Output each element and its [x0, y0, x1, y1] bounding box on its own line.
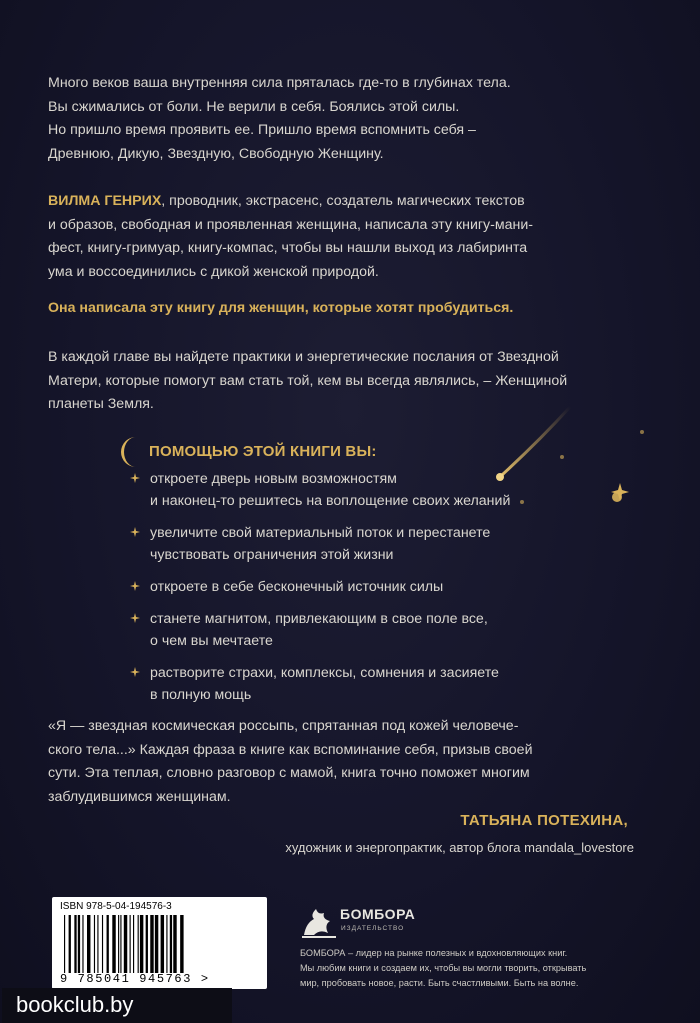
list-item-line: о чем вы мечтаете: [150, 633, 273, 649]
list-item: [130, 662, 630, 706]
intro-line: Много веков ваша внутренняя сила пряталась где-то в глубинах тела.: [48, 75, 511, 91]
chapters-line: В каждой главе вы найдете практики и энергетические послания от Звездной: [48, 349, 559, 365]
publisher-description: [300, 946, 640, 991]
sparkle-icon: [130, 581, 140, 591]
barcode-bar: [64, 915, 65, 973]
author-line: ума и воссоединились с дикой женской природой.: [48, 263, 379, 280]
barcode-bar: [102, 915, 103, 973]
barcode-bar: [166, 915, 167, 973]
publisher-line: БОМБОРА – лидер на рынке полезных и вдохновляющих книг.: [300, 948, 568, 958]
list-item-line: увеличите свой материальный поток и перестанете: [150, 525, 491, 541]
list-item: [130, 522, 630, 566]
barcode-bar: [161, 915, 164, 973]
barcode-bar: [87, 915, 90, 973]
barcode-bar: [78, 915, 80, 973]
intro-paragraph: [48, 72, 648, 166]
review-quote: [48, 715, 648, 809]
isbn-label: ISBN 978-5-04-194576-3: [60, 901, 172, 912]
sparkle-icon: [612, 492, 622, 502]
publisher-line: мир, пробовать новое, расти. Быть счастливыми. Быть на волне.: [300, 978, 579, 988]
list-item-line: и наконец-то решитесь на воплощение своих желаний: [150, 493, 511, 509]
author-line: , проводник, экстрасенс, создатель магических текстов: [161, 193, 525, 209]
barcode-bar: [146, 915, 148, 973]
benefits-heading: ПОМОЩЬЮ ЭТОЙ КНИГИ ВЫ:: [149, 443, 377, 460]
sparkle-icon: [560, 455, 564, 459]
chapters-line: планеты Земля.: [48, 396, 154, 412]
chapters-line: Матери, которые помогут вам стать той, кем вы всегда являлись, – Женщиной: [48, 372, 568, 389]
barcode-bar: [170, 915, 172, 973]
barcode-bar: [97, 915, 98, 973]
author-line: и образов, свободная и проявленная женщина, написала эту книгу-мани-: [48, 216, 533, 233]
barcode-bar: [130, 915, 131, 973]
barcode-bar: [155, 915, 158, 973]
list-item-line: в полную мощь: [150, 687, 252, 703]
sparkle-icon: [130, 667, 140, 677]
list-item-line: откроете в себе бесконечный источник силы: [150, 579, 444, 595]
author-paragraph: [48, 190, 648, 284]
barcode-bar: [94, 915, 95, 973]
intro-line: Но пришло время проявить ее. Пришло время вспомнить себя –: [48, 122, 476, 138]
sparkle-icon: [640, 430, 644, 434]
sparkle-icon: [130, 613, 140, 623]
sparkle-icon: [520, 500, 524, 504]
intro-line: Древнюю, Дикую, Звездную, Свободную Женщину.: [48, 145, 384, 162]
tagline: Она написала эту книгу для женщин, которые хотят пробудиться.: [48, 300, 514, 316]
barcode-bar: [124, 915, 127, 973]
author-name: ВИЛМА ГЕНРИХ: [48, 193, 162, 209]
barcode-digits: 9 785041 945763 >: [60, 972, 210, 986]
barcode-bar: [69, 915, 71, 973]
crescent-moon-icon: [112, 434, 148, 470]
benefits-list: [130, 468, 630, 716]
sparkle-icon: [130, 527, 140, 537]
barcode-bar: [112, 915, 115, 973]
intro-line: Вы сжимались от боли. Не верили в себя. Боялись этой силы.: [48, 98, 460, 115]
author-line: фест, книгу-гримуар, книгу-компас, чтобы вы нашли выход из лабиринта: [48, 240, 528, 256]
barcode-bar: [138, 915, 139, 973]
isbn-barcode: [52, 897, 267, 989]
list-item-line: станете магнитом, привлекающим в свое поле все,: [150, 611, 488, 627]
barcode-bar: [107, 915, 109, 973]
barcode-bar: [133, 915, 134, 973]
publisher-subtitle: ИЗДАТЕЛЬСТВО: [341, 925, 405, 932]
list-item: [130, 576, 630, 598]
bombora-logo-icon: [300, 905, 340, 939]
publisher-line: Мы любим книги и создаем их, чтобы вы могли творить, открывать: [300, 963, 587, 973]
quote-line: сути. Эта теплая, словно разговор с мамой, книга точно поможет многим: [48, 765, 530, 781]
watermark: [2, 988, 232, 1023]
list-item-line: растворите страхи, комплексы, сомнения и засияете: [150, 665, 499, 681]
reviewer-name: ТАТЬЯНА ПОТЕХИНА,: [460, 812, 628, 829]
barcode-bar: [118, 915, 119, 973]
barcode-icon: [62, 915, 257, 973]
list-item-line: чувствовать ограничения этой жизни: [150, 547, 394, 563]
barcode-bar: [173, 915, 176, 973]
barcode-bar: [180, 915, 183, 973]
publisher-name: БОМБОРА: [340, 906, 416, 922]
quote-line: заблудившимся женщинам.: [48, 788, 231, 805]
quote-line: ского тела...» Каждая фраза в книге как вспоминание себя, призыв своей: [48, 741, 533, 758]
list-item: [130, 608, 630, 652]
barcode-bar: [74, 915, 76, 973]
quote-line: «Я — звездная космическая россыпь, спрятанная под кожей человече-: [48, 718, 519, 734]
barcode-bar: [150, 915, 153, 973]
sparkle-icon: [130, 473, 140, 483]
list-item-line: откроете дверь новым возможностям: [150, 471, 397, 487]
reviewer-role: художник и энергопрактик, автор блога mandala_lovestore: [285, 840, 634, 855]
barcode-bar: [82, 915, 83, 973]
barcode-bar: [140, 915, 143, 973]
barcode-bar: [120, 915, 121, 973]
list-item: [130, 468, 630, 512]
watermark-text: bookclub.by: [16, 992, 134, 1017]
